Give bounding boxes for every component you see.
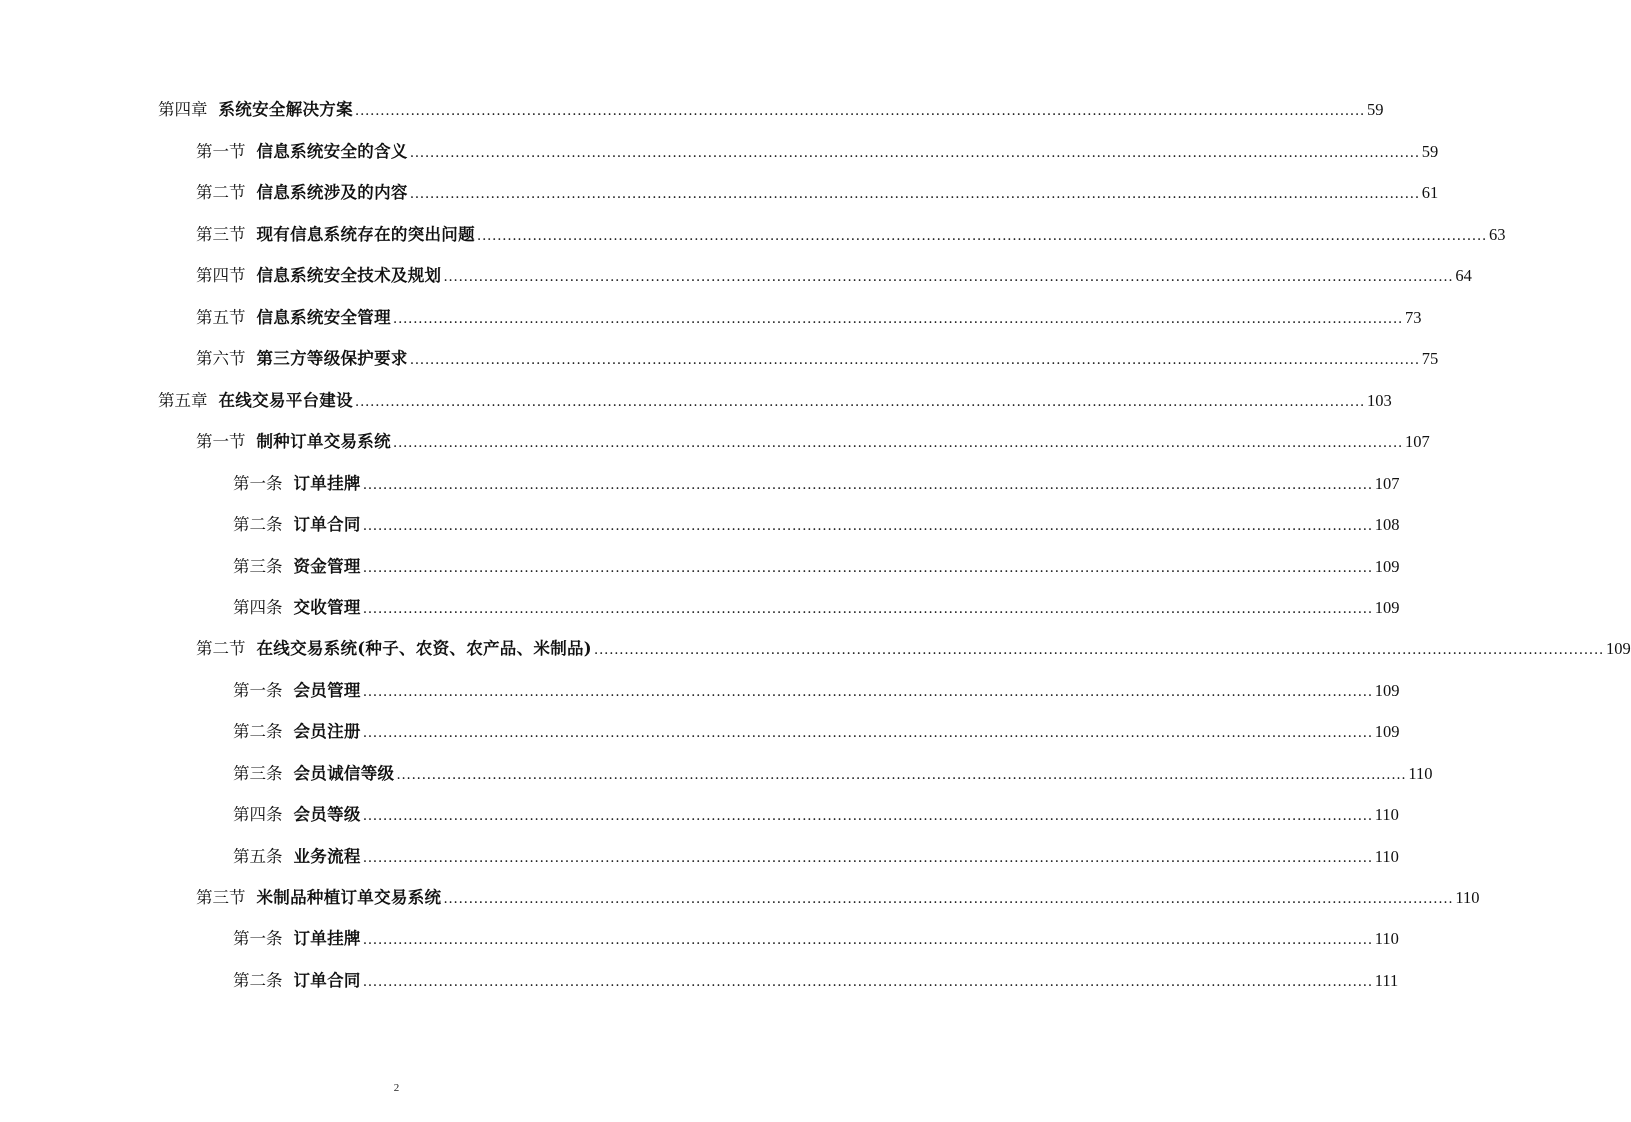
toc-entry-title: 订单挂牌: [293, 929, 361, 948]
toc-entry-title: 信息系统安全管理: [256, 308, 391, 327]
toc-entry-section[interactable]: [196, 137, 1439, 167]
toc-entry-article[interactable]: [233, 842, 1399, 872]
toc-entry-title: 交收管理: [293, 598, 361, 617]
toc-entry-label: 第一条: [233, 929, 283, 948]
toc-entry-page: 110: [1374, 805, 1399, 824]
toc-entry-section[interactable]: [196, 634, 1631, 664]
toc-entry-page: 64: [1455, 266, 1472, 285]
toc-entry-page: 109: [1374, 681, 1400, 700]
toc-entry-label: 第一条: [233, 681, 283, 700]
toc-dot-leader: ........................................................................................................................................................................................................: [443, 269, 1454, 285]
toc-entry-article[interactable]: [233, 469, 1400, 499]
toc-entry-article[interactable]: [233, 552, 1400, 582]
toc-dot-leader: ........................................................................................................................................................................................................: [362, 725, 1373, 741]
toc-entry-title: 制种订单交易系统: [256, 432, 391, 451]
toc-dot-leader: ........................................................................................................................................................................................................: [362, 808, 1373, 824]
toc-entry-label: 第二条: [233, 722, 283, 741]
toc-entry-section[interactable]: [196, 178, 1439, 208]
toc-dot-leader: ........................................................................................................................................................................................................: [362, 477, 1373, 493]
toc-entry-page: 109: [1374, 598, 1400, 617]
toc-dot-leader: ........................................................................................................................................................................................................: [362, 932, 1373, 948]
toc-entry-label: 第一节: [196, 432, 246, 451]
toc-entry-label: 第四章: [158, 100, 208, 119]
toc-entry-label: 第二节: [196, 183, 246, 202]
toc-entry-title: 会员等级: [293, 805, 361, 824]
toc-dot-leader: ........................................................................................................................................................................................................: [362, 560, 1373, 576]
toc-dot-leader: ........................................................................................................................................................................................................: [409, 145, 1420, 161]
toc-entry-label: 第三节: [196, 888, 246, 907]
toc-dot-leader: ........................................................................................................................................................................................................: [409, 352, 1420, 368]
toc-entry-label: 第五节: [196, 308, 246, 327]
toc-entry-label: 第六节: [196, 349, 246, 368]
toc-entry-page: 111: [1374, 971, 1399, 990]
toc-entry-page: 109: [1374, 557, 1400, 576]
toc-entry-section[interactable]: [196, 883, 1480, 913]
toc-entry-label: 第三条: [233, 557, 283, 576]
toc-entry-title: 订单挂牌: [293, 474, 361, 493]
toc-entry-chapter-5[interactable]: [158, 386, 1392, 416]
toc-entry-article[interactable]: [233, 593, 1400, 623]
toc-entry-title: 订单合同: [293, 971, 361, 990]
toc-dot-leader: ........................................................................................................................................................................................................: [409, 186, 1420, 202]
toc-entry-article[interactable]: [233, 759, 1433, 789]
toc-entry-article[interactable]: [233, 800, 1399, 830]
toc-dot-leader: ........................................................................................................................................................................................................: [362, 850, 1373, 866]
toc-dot-leader: ........................................................................................................................................................................................................: [392, 311, 1403, 327]
toc-dot-leader: ........................................................................................................................................................................................................: [354, 394, 1365, 410]
toc-entry-section[interactable]: [196, 344, 1439, 374]
toc-entry-title: 会员诚信等级: [293, 764, 395, 783]
toc-entry-title: 在线交易系统(种子、农资、农产品、米制品): [256, 639, 592, 658]
toc-entry-label: 第二节: [196, 639, 246, 658]
toc-entry-section[interactable]: [196, 220, 1506, 250]
toc-entry-article[interactable]: [233, 676, 1400, 706]
toc-dot-leader: ........................................................................................................................................................................................................: [362, 974, 1373, 990]
toc-entry-title: 信息系统涉及的内容: [256, 183, 408, 202]
toc-entry-article[interactable]: [233, 966, 1399, 996]
page-number: 2: [393, 1082, 400, 1094]
toc-entry-title: 系统安全解决方案: [218, 100, 353, 119]
toc-entry-page: 110: [1408, 764, 1433, 783]
toc-entry-title: 订单合同: [293, 515, 361, 534]
toc-entry-page: 107: [1374, 474, 1400, 493]
toc-entry-page: 75: [1421, 349, 1439, 368]
toc-entry-label: 第四条: [233, 805, 283, 824]
toc-dot-leader: ........................................................................................................................................................................................................: [362, 601, 1373, 617]
toc-entry-page: 109: [1605, 639, 1631, 658]
toc-entry-title: 信息系统安全技术及规划: [256, 266, 442, 285]
toc-entry-label: 第二条: [233, 515, 283, 534]
toc-dot-leader: ........................................................................................................................................................................................................: [354, 103, 1365, 119]
toc-entry-article[interactable]: [233, 924, 1399, 954]
toc-dot-leader: ........................................................................................................................................................................................................: [362, 684, 1373, 700]
toc-entry-page: 63: [1488, 225, 1506, 244]
toc-entry-page: 110: [1374, 847, 1399, 866]
toc-entry-title: 第三方等级保护要求: [256, 349, 408, 368]
toc-entry-label: 第一条: [233, 474, 283, 493]
toc-dot-leader: ........................................................................................................................................................................................................: [396, 767, 1407, 783]
toc-entry-page: 73: [1404, 308, 1422, 327]
toc-entry-article[interactable]: [233, 717, 1400, 747]
toc-entry-title: 现有信息系统存在的突出问题: [256, 225, 475, 244]
toc-entry-title: 会员管理: [293, 681, 361, 700]
toc-entry-page: 61: [1421, 183, 1439, 202]
toc-dot-leader: ........................................................................................................................................................................................................: [593, 642, 1604, 658]
toc-entry-page: 59: [1366, 100, 1384, 119]
toc-entry-label: 第三节: [196, 225, 246, 244]
toc-entry-title: 业务流程: [293, 847, 361, 866]
toc-dot-leader: ........................................................................................................................................................................................................: [443, 891, 1454, 907]
toc-entry-chapter-4[interactable]: [158, 95, 1384, 125]
toc-entry-label: 第四节: [196, 266, 246, 285]
toc-entry-label: 第四条: [233, 598, 283, 617]
toc-entry-label: 第二条: [233, 971, 283, 990]
toc-entry-page: 110: [1374, 929, 1399, 948]
toc-entry-label: 第五章: [158, 391, 208, 410]
toc-entry-label: 第三条: [233, 764, 283, 783]
toc-entry-page: 103: [1366, 391, 1392, 410]
toc-entry-page: 59: [1421, 142, 1439, 161]
toc-entry-page: 110: [1455, 888, 1480, 907]
toc-entry-section[interactable]: [196, 261, 1472, 291]
toc-entry-page: 107: [1404, 432, 1430, 451]
toc-entry-title: 会员注册: [293, 722, 361, 741]
toc-entry-section[interactable]: [196, 303, 1422, 333]
toc-entry-label: 第一节: [196, 142, 246, 161]
toc-entry-title: 信息系统安全的含义: [256, 142, 408, 161]
toc-entry-page: 108: [1374, 515, 1400, 534]
toc-dot-leader: ........................................................................................................................................................................................................: [362, 518, 1373, 534]
toc-entry-section[interactable]: [196, 427, 1430, 457]
toc-entry-title: 在线交易平台建设: [218, 391, 353, 410]
toc-dot-leader: ........................................................................................................................................................................................................: [476, 228, 1487, 244]
toc-entry-title: 资金管理: [293, 557, 361, 576]
toc-dot-leader: ........................................................................................................................................................................................................: [392, 435, 1403, 451]
toc-entry-title: 米制品种植订单交易系统: [256, 888, 442, 907]
toc-entry-article[interactable]: [233, 510, 1400, 540]
toc-entry-page: 109: [1374, 722, 1400, 741]
toc-entry-label: 第五条: [233, 847, 283, 866]
